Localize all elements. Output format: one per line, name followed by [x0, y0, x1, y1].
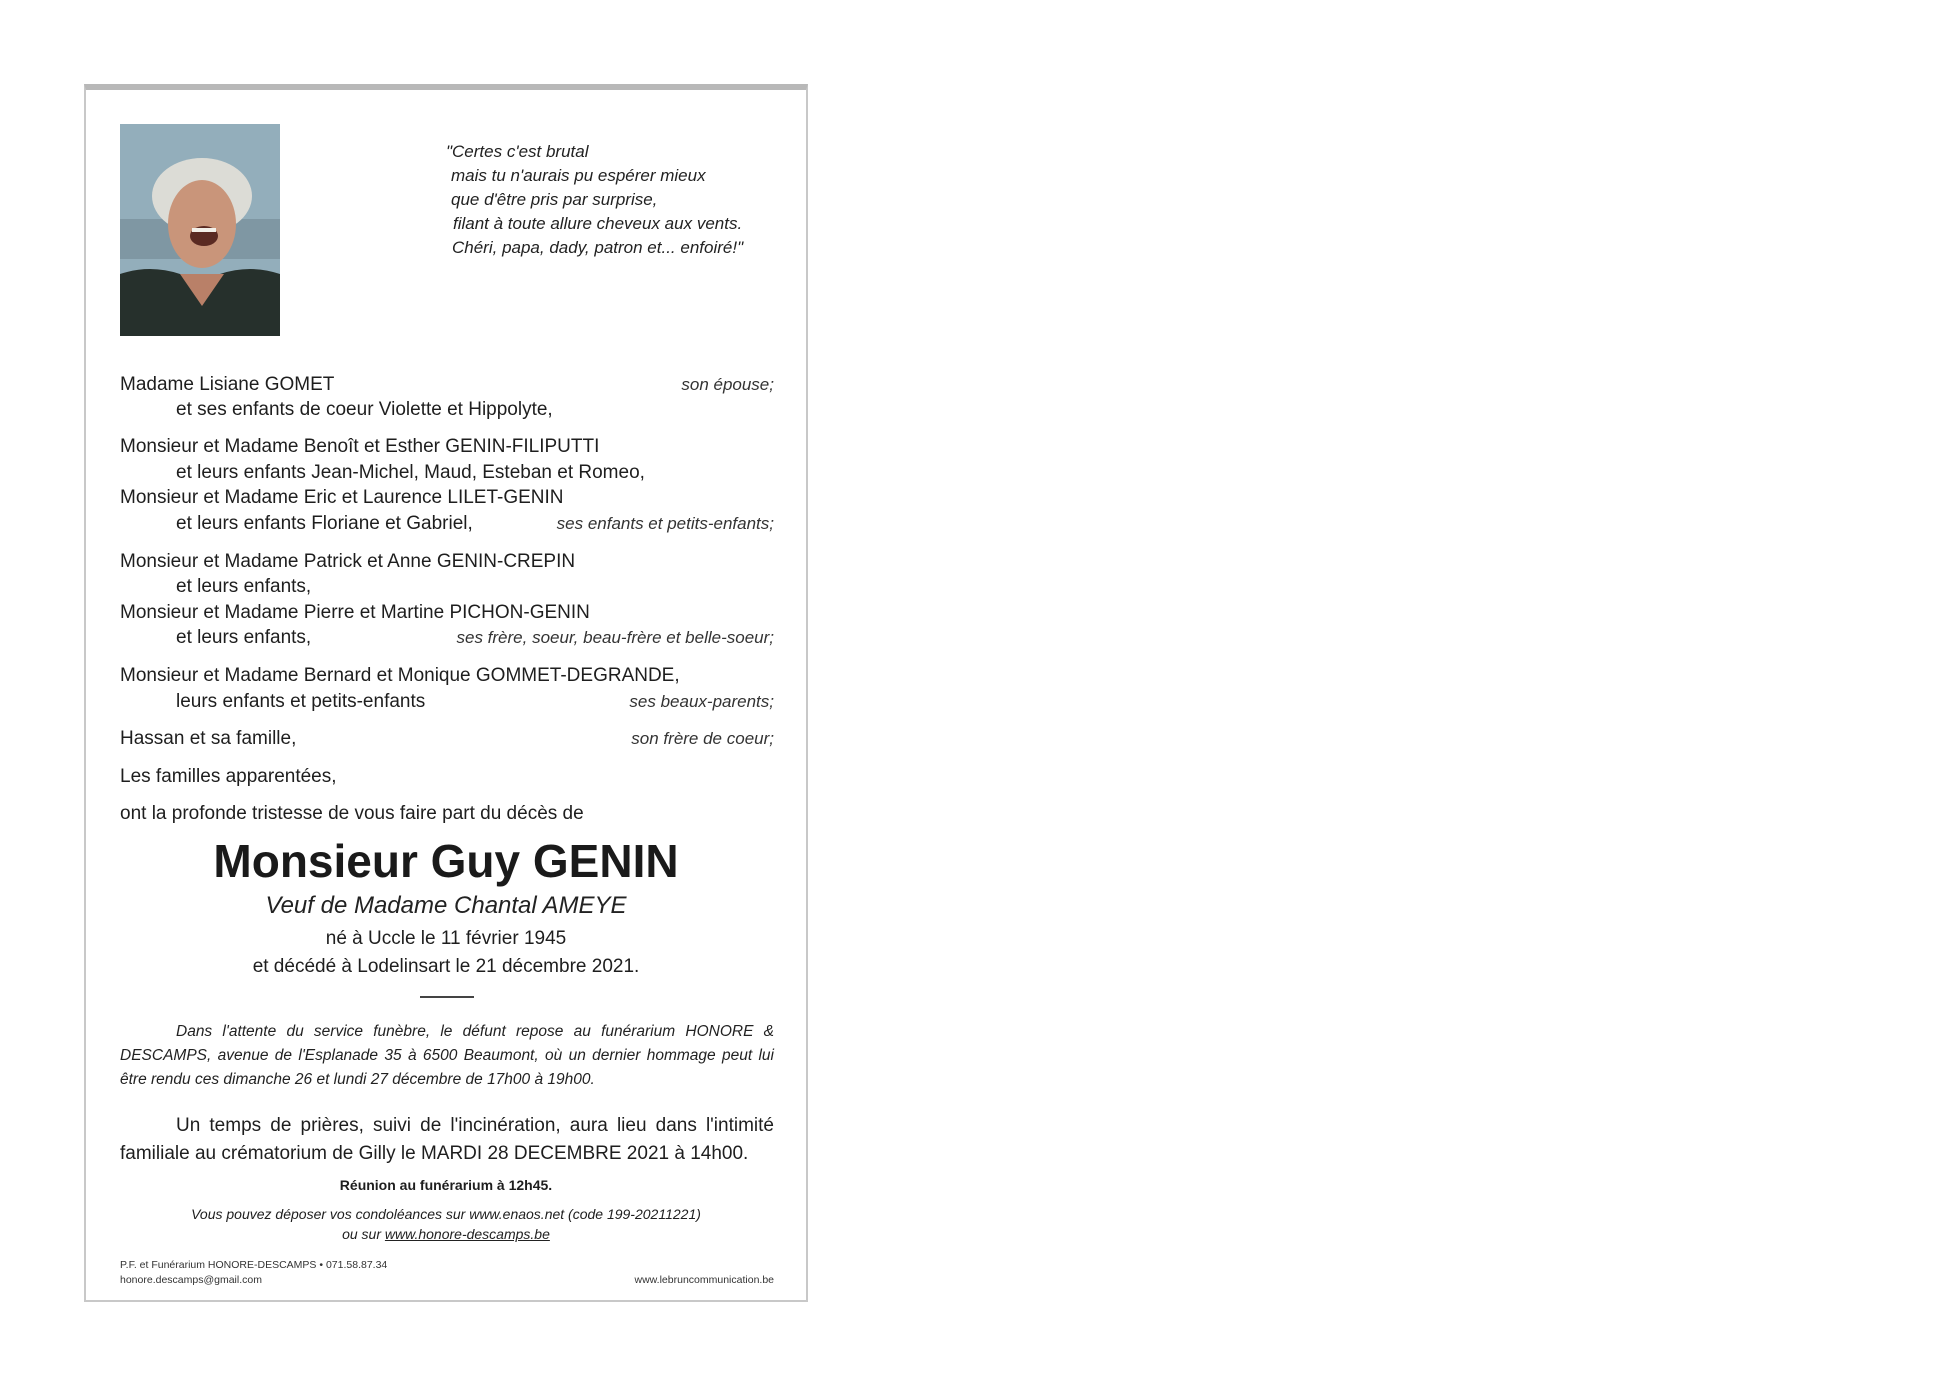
family-line [120, 625, 774, 651]
family-name: Les familles apparentées, [120, 766, 337, 787]
footer-contact: P.F. et Funérarium HONORE-DESCAMPS • 071.58.87.34 [120, 1259, 388, 1271]
ceremony-paragraph: Un temps de prières, suivi de l'incinération, aura lieu dans l'intimité familiale au crématorium de Gilly le MARDI 28 DECEMBRE 2021 à 14h00. [120, 1115, 774, 1164]
announcement-line [120, 801, 774, 827]
footer-email: honore.descamps@gmail.com [120, 1274, 262, 1286]
quote-line: "Certes c'est brutal [446, 142, 589, 161]
family-name: Monsieur et Madame Benoît et Esther GENIN-FILIPUTTI [120, 436, 600, 457]
relation-label: ses enfants et petits-enfants; [556, 514, 774, 533]
condolences-prefix: ou sur [342, 1226, 382, 1242]
family-name: Monsieur et Madame Eric et Laurence LILET-GENIN [120, 487, 564, 508]
death-line: et décédé à Lodelinsart le 21 décembre 2021. [252, 956, 640, 977]
family-line [120, 764, 774, 790]
family-name: et leurs enfants Floriane et Gabriel, [176, 513, 473, 534]
family-line [120, 663, 774, 689]
birth-line: né à Uccle le 11 février 1945 [325, 928, 567, 949]
family-name: et leurs enfants Jean-Michel, Maud, Esteban et Romeo, [176, 462, 645, 483]
website-link[interactable]: www.honore-descamps.be [384, 1226, 550, 1242]
quote-line: mais tu n'aurais pu espérer mieux [451, 166, 706, 185]
family-line [120, 460, 774, 486]
family-name: et ses enfants de coeur Violette et Hippolyte, [176, 399, 553, 420]
obituary-card [84, 84, 808, 1302]
divider [420, 996, 474, 998]
family-name: et leurs enfants, [176, 627, 312, 648]
family-line [120, 397, 774, 423]
footer-right: www.lebruncommunication.be [634, 1274, 774, 1286]
widower-line: Veuf de Madame Chantal AMEYE [265, 892, 627, 919]
relation-label: ses beaux-parents; [629, 692, 774, 711]
family-line [120, 574, 774, 600]
family-name: Hassan et sa famille, [120, 728, 297, 749]
family-name: et leurs enfants, [176, 576, 312, 597]
relation-label: son frère de coeur; [631, 729, 774, 748]
announcement-text: ont la profonde tristesse de vous faire part du décès de [120, 803, 584, 824]
condolences-line-2 [86, 1224, 806, 1244]
condolences-block [86, 1204, 806, 1244]
family-name: Monsieur et Madame Bernard et Monique GOMMET-DEGRANDE, [120, 665, 680, 686]
reunion-line: Réunion au funérarium à 12h45. [339, 1177, 553, 1193]
family-line [120, 600, 774, 626]
service-paragraph: Dans l'attente du service funèbre, le défunt repose au funérarium HONORE & DESCAMPS, avenue de l'Esplanade 35 à 6500 Beaumont, où un dernier hommage peut lui être rendu ces dimanche 26 et lundi 27 décembre de 17h00 à 19h00. [120, 1023, 774, 1088]
quote-line: que d'être pris par surprise, [451, 190, 658, 209]
relation-label: son épouse; [681, 375, 774, 394]
footer-left [120, 1258, 387, 1288]
family-line [120, 689, 774, 715]
portrait-photo [120, 124, 280, 336]
quote-line: filant à toute allure cheveux aux vents. [453, 214, 743, 233]
family-line [120, 511, 774, 537]
family-name: leurs enfants et petits-enfants [176, 691, 426, 712]
relation-label: ses frère, soeur, beau-frère et belle-soeur; [456, 628, 774, 647]
family-line [120, 485, 774, 511]
quote-block [446, 140, 776, 260]
family-line [120, 726, 774, 752]
family-line [120, 434, 774, 460]
family-line [120, 372, 774, 398]
family-name: Monsieur et Madame Pierre et Martine PICHON-GENIN [120, 602, 590, 623]
family-name: Madame Lisiane GOMET [120, 374, 335, 395]
deceased-name: Monsieur Guy GENIN [213, 835, 679, 887]
quote-line: Chéri, papa, dady, patron et... enfoiré!" [452, 238, 744, 257]
condolences-line: Vous pouvez déposer vos condoléances sur www.enaos.net (code 199-20211221) [191, 1206, 701, 1222]
family-name: Monsieur et Madame Patrick et Anne GENIN-CREPIN [120, 551, 576, 572]
family-line [120, 549, 774, 575]
